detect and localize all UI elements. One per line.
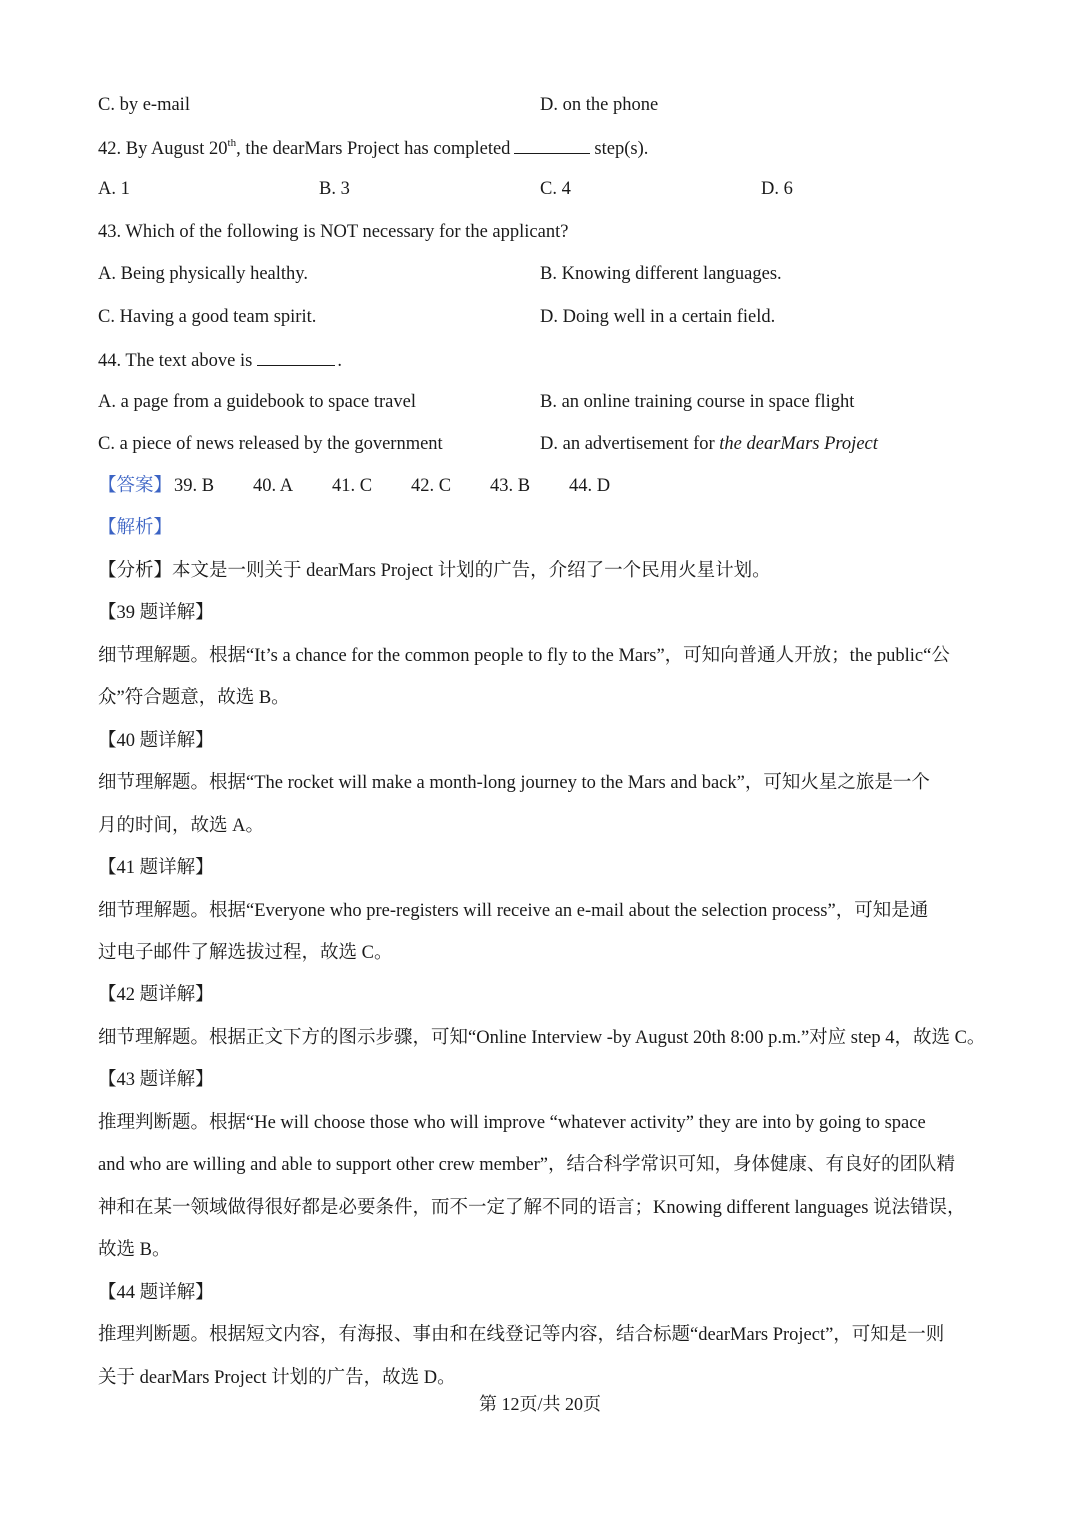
- q43-detail-line: 神和在某一领域做得很好都是必要条件，而不一定了解不同的语言；Knowing different languages 说法错误，: [98, 1198, 966, 1218]
- answer-item: 42. C: [411, 476, 452, 496]
- page-number-footer: 第 12页/共 20页: [478, 1394, 601, 1414]
- q44-answer-blank: [257, 347, 335, 366]
- q43-option-c: C. Having a good team spirit.: [98, 307, 317, 327]
- q40-detail-heading: 【40 题详解】: [98, 731, 214, 751]
- answer-item: 40. A: [253, 476, 294, 496]
- q44-stem-suffix: .: [337, 351, 342, 371]
- answer-key: [98, 474, 610, 498]
- q41-detail-line: 细节理解题。根据“Everyone who pre-registers will receive an e-mail about the selection process”，可知是通: [98, 901, 929, 921]
- q39-detail-line: 细节理解题。根据“It’s a chance for the common people to fly to the Mars”，可知向普通人开放；the public“公: [98, 646, 950, 666]
- answer-label: 【答案】: [98, 476, 173, 496]
- q42-detail-heading: 【42 题详解】: [98, 985, 214, 1005]
- q39-detail-line: 众”符合题意，故选 B。: [98, 688, 290, 708]
- answer-item: 43. B: [490, 476, 531, 496]
- q43-detail-line: and who are willing and able to support other crew member”，结合科学常识可知，身体健康、有良好的团队精: [98, 1155, 956, 1175]
- q41-option-c: C. by e-mail: [98, 95, 190, 115]
- q42-option-c: C. 4: [540, 179, 571, 199]
- q43-option-a: A. Being physically healthy.: [98, 264, 308, 284]
- q44-stem: [98, 347, 342, 373]
- q42-stem-sup: th: [227, 137, 237, 149]
- q43-option-d: D. Doing well in a certain field.: [540, 307, 776, 327]
- q42-option-a: A. 1: [98, 179, 130, 199]
- q44-detail-line: 推理判断题。根据短文内容，有海报、事由和在线登记等内容，结合标题“dearMars Project”，可知是一则: [98, 1325, 945, 1345]
- q41-detail-heading: 【41 题详解】: [98, 858, 214, 878]
- q44-detail-heading: 【44 题详解】: [98, 1283, 214, 1303]
- q41-detail-line: 过电子邮件了解选拔过程，故选 C。: [98, 943, 393, 963]
- q42-option-d: D. 6: [761, 179, 793, 199]
- q44-option-b: B. an online training course in space flight: [540, 392, 855, 412]
- answer-item: 41. C: [332, 476, 373, 496]
- q43-detail-line: 故选 B。: [98, 1240, 171, 1260]
- q42-stem-mid: , the dearMars Project has completed: [236, 139, 511, 159]
- q43-stem: 43. Which of the following is NOT necessary for the applicant?: [98, 222, 569, 242]
- q44-stem-prefix: 44. The text above is: [98, 351, 253, 371]
- q44-option-a: A. a page from a guidebook to space travel: [98, 392, 416, 412]
- q39-detail-heading: 【39 题详解】: [98, 603, 214, 623]
- q42-option-b: B. 3: [319, 179, 350, 199]
- q43-detail-line: 推理判断题。根据“He will choose those who will improve “whatever activity” they are into by going to space: [98, 1113, 926, 1133]
- q42-stem-prefix: 42. By August 20: [98, 139, 228, 159]
- q44-option-d-prefix: D. an advertisement for: [540, 434, 720, 454]
- analysis-label: 【解析】: [98, 518, 173, 538]
- q42-detail-line: 细节理解题。根据正文下方的图示步骤，可知“Online Interview -by August 20th 8:00 p.m.”对应 step 4，故选 C。: [98, 1028, 986, 1048]
- q44-option-c: C. a piece of news released by the government: [98, 434, 443, 454]
- q40-detail-line: 细节理解题。根据“The rocket will make a month-long journey to the Mars and back”，可知火星之旅是一个: [98, 773, 930, 793]
- q41-option-d: D. on the phone: [540, 95, 659, 115]
- q40-detail-line: 月的时间，故选 A。: [98, 816, 264, 836]
- q42-answer-blank: [514, 135, 590, 154]
- analysis-summary: 【分析】本文是一则关于 dearMars Project 计划的广告，介绍了一个民用火星计划。: [98, 561, 771, 581]
- q43-option-b: B. Knowing different languages.: [540, 264, 782, 284]
- q44-option-d: [540, 432, 878, 456]
- q42-stem-suffix: step(s).: [594, 139, 649, 159]
- answer-item: 44. D: [569, 476, 611, 496]
- q43-detail-heading: 【43 题详解】: [98, 1070, 214, 1090]
- answer-item: 39. B: [174, 476, 215, 496]
- q42-stem: [98, 135, 648, 161]
- q44-option-d-italic: the dearMars Project: [719, 434, 878, 454]
- q44-detail-line: 关于 dearMars Project 计划的广告，故选 D。: [98, 1368, 456, 1388]
